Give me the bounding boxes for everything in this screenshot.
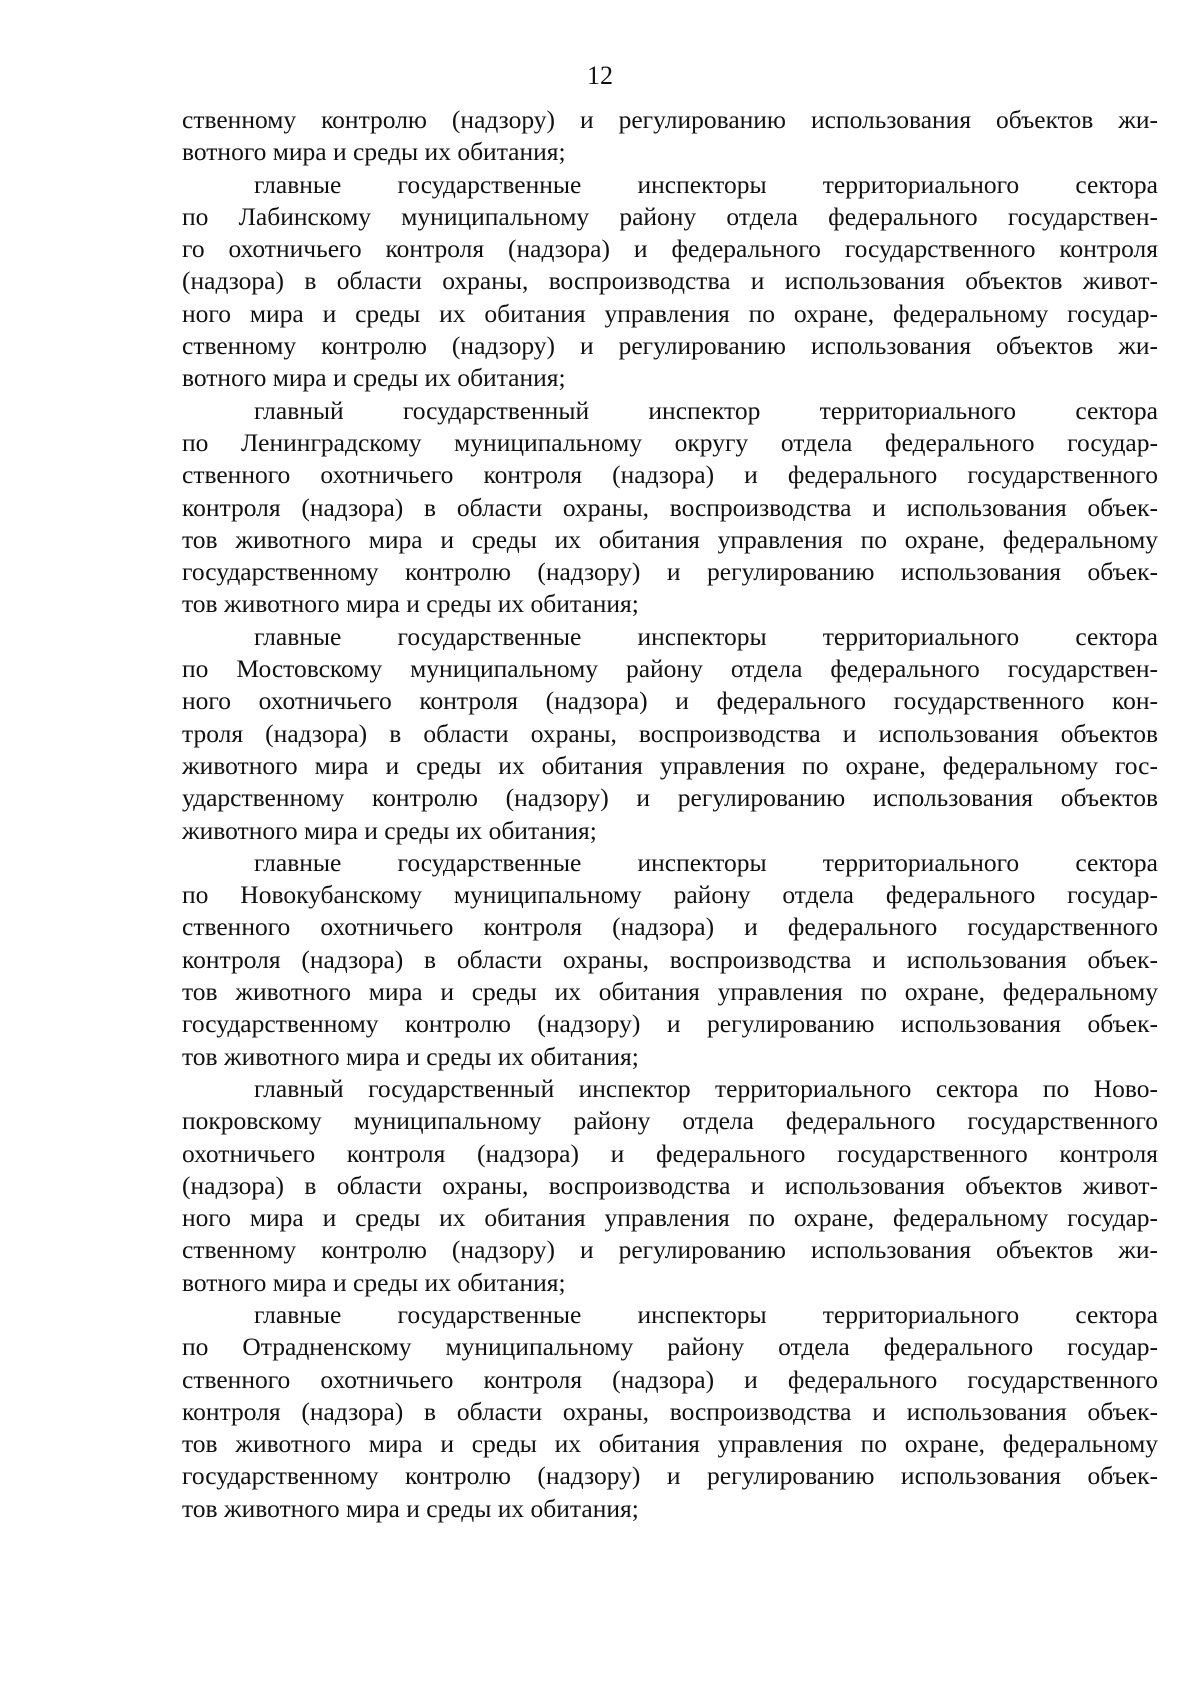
text-line: по Мостовскому муниципальному району отдела федерального государствен- [182, 654, 1158, 684]
text-line: тов животного мира и среды их обитания управления по охране, федеральному [182, 524, 1158, 554]
text-line: контроля (надзора) в области охраны, воспроизводства и использования объек- [182, 492, 1158, 522]
text-line: государственному контролю (надзору) и регулированию использования объек- [182, 1461, 1158, 1491]
paragraph-novopokrovsky [182, 1073, 1158, 1299]
paragraph-leningradsky [182, 395, 1158, 621]
text-line: по Новокубанскому муниципальному району отдела федерального государ- [182, 880, 1158, 910]
text-line: ственного охотничьего контроля (надзора) и федерального государственного [182, 1364, 1158, 1394]
text-line: (надзора) в области охраны, воспроизводства и использования объектов живот- [182, 1170, 1158, 1200]
text-line: по Лабинскому муниципальному району отдела федерального государствен- [182, 201, 1158, 231]
text-line: главные государственные инспекторы территориального сектора [254, 169, 1158, 199]
text-line: государственному контролю (надзору) и регулированию использования объек- [182, 1009, 1158, 1039]
text-line: (надзора) в области охраны, воспроизводства и использования объектов живот- [182, 266, 1158, 296]
text-line: ственного охотничьего контроля (надзора) и федерального государственного [182, 460, 1158, 490]
page-number: 12 [587, 61, 613, 90]
text-line: покровскому муниципальному району отдела федерального государственного [182, 1106, 1158, 1136]
text-line: вотного мира и среды их обитания; [182, 363, 566, 393]
text-line: ственного охотничьего контроля (надзора) и федерального государственного [182, 912, 1158, 942]
text-line: главные государственные инспекторы территориального сектора [254, 847, 1158, 877]
text-line: ного мира и среды их обитания управления по охране, федеральному государ- [182, 1203, 1158, 1233]
text-line: го охотничьего контроля (надзора) и федерального государственного контроля [182, 234, 1158, 264]
paragraph-novokubansky [182, 847, 1158, 1073]
text-line: тов животного мира и среды их обитания; [182, 1041, 639, 1071]
text-line: тов животного мира и среды их обитания управления по охране, федеральному [182, 1429, 1158, 1459]
paragraph-otradnensky [182, 1299, 1158, 1525]
text-line: вотного мира и среды их обитания; [182, 137, 566, 167]
text-line: тов животного мира и среды их обитания; [182, 589, 639, 619]
paragraph-labinsky [182, 169, 1158, 395]
text-line: троля (надзора) в области охраны, воспроизводства и использования объектов [182, 718, 1158, 748]
text-line: ственному контролю (надзору) и регулированию использования объектов жи- [182, 331, 1158, 361]
text-line: тов животного мира и среды их обитания управления по охране, федеральному [182, 977, 1158, 1007]
paragraph-continuation [182, 104, 1158, 169]
text-line: ного охотничьего контроля (надзора) и федерального государственного кон- [182, 686, 1158, 716]
text-line: ного мира и среды их обитания управления по охране, федеральному государ- [182, 298, 1158, 328]
text-line: ударственному контролю (надзору) и регулированию использования объектов [182, 783, 1158, 813]
text-line: ственному контролю (надзору) и регулированию использования объектов жи- [182, 105, 1158, 134]
text-line: главные государственные инспекторы территориального сектора [254, 621, 1158, 651]
text-line: главный государственный инспектор территориального сектора по Ново- [254, 1073, 1158, 1103]
text-line: контроля (надзора) в области охраны, воспроизводства и использования объек- [182, 1396, 1158, 1426]
text-line: главный государственный инспектор территориального сектора [254, 395, 1158, 425]
text-line: животного мира и среды их обитания управления по охране, федеральному гос- [182, 750, 1158, 780]
text-line: по Ленинградскому муниципальному округу отдела федерального государ- [182, 427, 1158, 457]
text-line: вотного мира и среды их обитания; [182, 1267, 566, 1297]
document-body [182, 104, 1158, 1525]
text-line: по Отрадненскому муниципальному району отдела федерального государ- [182, 1332, 1158, 1362]
text-line: ственному контролю (надзору) и регулированию использования объектов жи- [182, 1235, 1158, 1265]
text-line: главные государственные инспекторы территориального сектора [254, 1299, 1158, 1329]
text-line: охотничьего контроля (надзора) и федерального государственного контроля [182, 1138, 1158, 1168]
paragraph-mostovsky [182, 621, 1158, 847]
text-line: государственному контролю (надзору) и регулированию использования объек- [182, 557, 1158, 587]
text-line: животного мира и среды их обитания; [182, 815, 597, 845]
text-line: тов животного мира и среды их обитания; [182, 1493, 639, 1523]
text-line: контроля (надзора) в области охраны, воспроизводства и использования объек- [182, 944, 1158, 974]
